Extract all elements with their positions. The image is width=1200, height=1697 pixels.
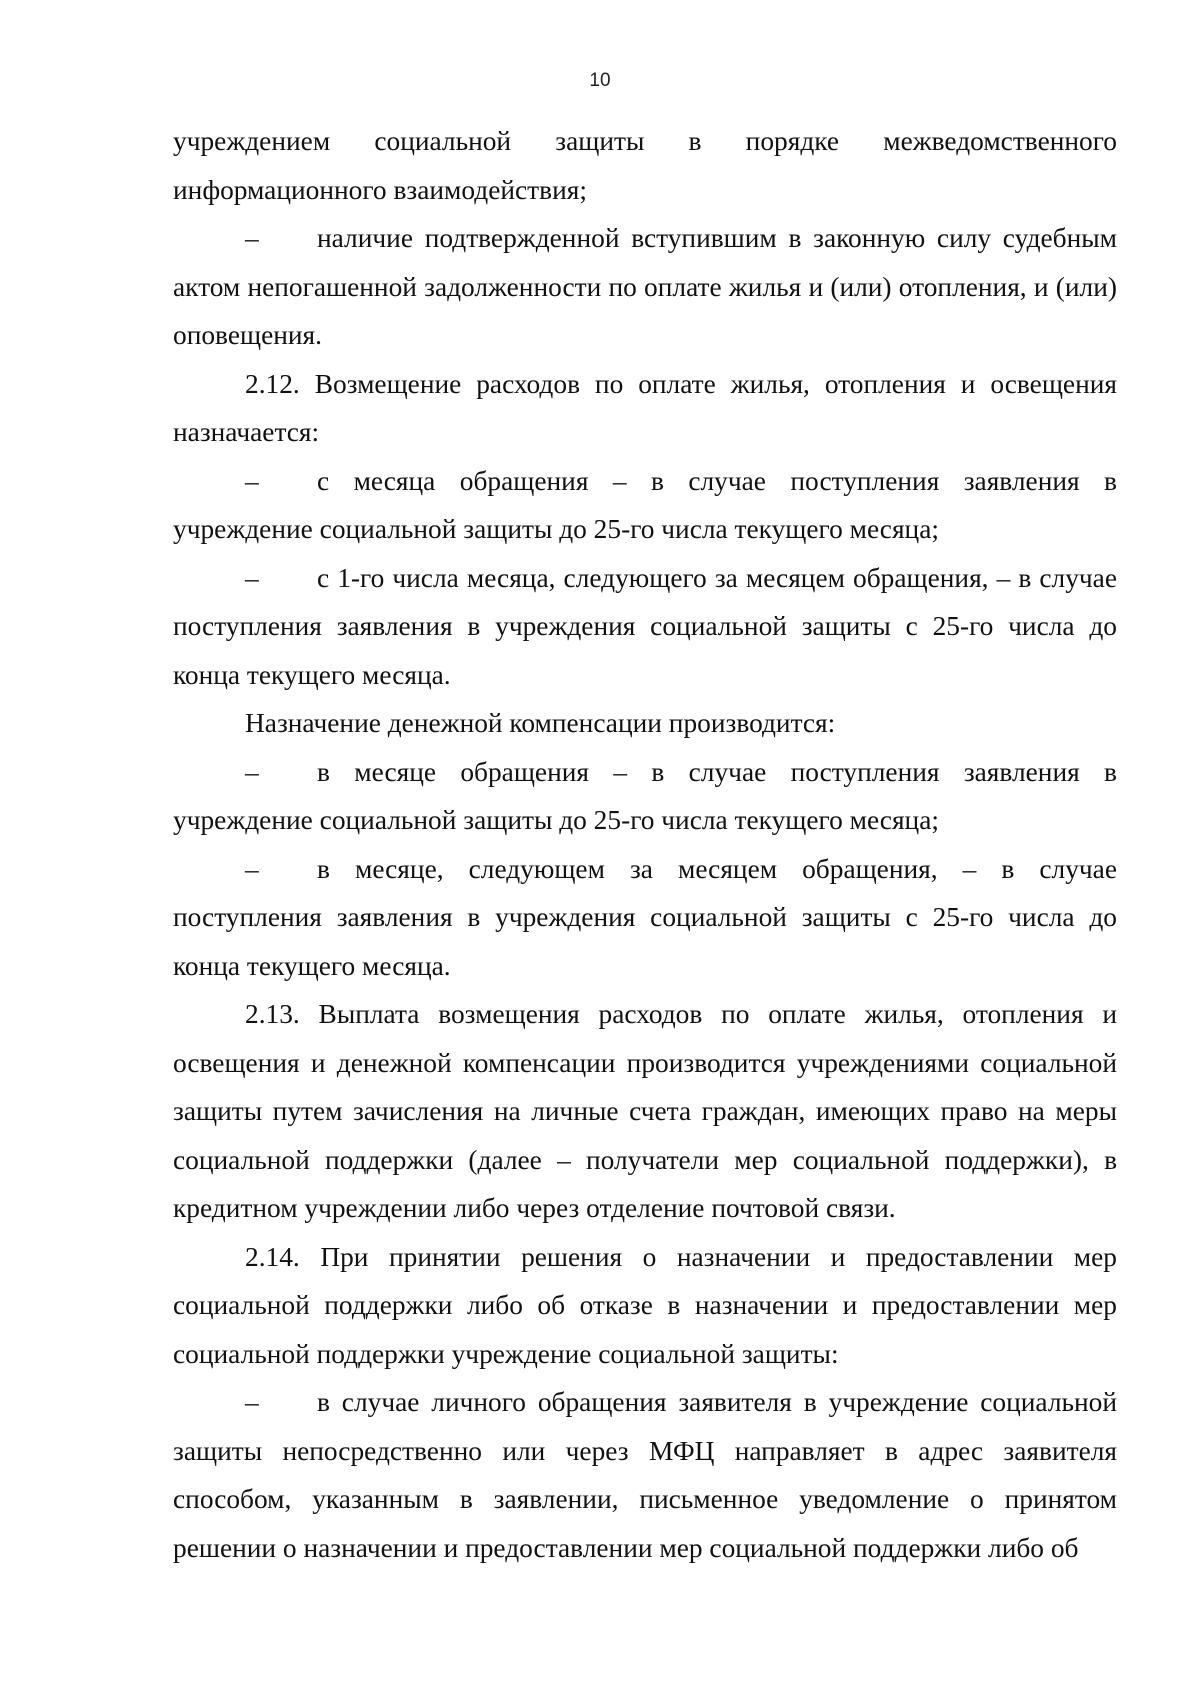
list-item-month-of-request <box>173 457 1117 554</box>
document-body <box>173 117 1117 1572</box>
list-item-text: в месяце обращения – в случае поступления заявления в учреждение социальной защиты до 25-го числа текущего месяца; <box>173 756 1117 835</box>
dash-marker: – <box>245 562 259 593</box>
list-item-in-month-of-request <box>173 748 1117 845</box>
clause-2-13: 2.13. Выплата возмещения расходов по оплате жилья, отопления и освещения и денежной компенсации производится учреждениями социальной защиты путем зачисления на личные счета граждан, имеющих право на меры социальной поддержки (далее – получатели мер социальной поддержки), в кредитном учреждении либо через отделение почтовой связи. <box>173 999 1117 1223</box>
list-item-text: в месяце, следующем за месяцем обращения, – в случае поступления заявления в учреждения социальной защиты с 25-го числа до конца текущего месяца. <box>173 853 1117 981</box>
clause-2-12: 2.12. Возмещение расходов по оплате жилья, отопления и освещения назначается: <box>173 368 1117 447</box>
page-number: 10 <box>589 70 611 91</box>
list-item-text: с месяца обращения – в случае поступления заявления в учреждение социальной защиты до 25-го числа текущего месяца; <box>173 465 1117 544</box>
paragraph-compensation-assignment: Назначение денежной компенсации производится: <box>245 708 836 738</box>
dash-marker: – <box>245 756 259 787</box>
clause-2-14: 2.14. При принятии решения о назначении и предоставлении мер социальной поддержки либо об отказе в назначении и предоставлении мер социальной поддержки учреждение социальной защиты: <box>173 1241 1117 1369</box>
list-item-next-month-first-day <box>173 554 1117 700</box>
dash-marker: – <box>245 223 259 253</box>
dash-marker: – <box>245 853 259 884</box>
list-item-personal-request <box>173 1378 1117 1572</box>
list-item-text: в случае личного обращения заявителя в учреждение социальной защиты непосредственно или через МФЦ направляет в адрес заявителя способом, указанным в заявлении, письменное уведомление о принятом решении о назначении и предоставлении мер социальной поддержки либо об <box>173 1387 1117 1563</box>
list-item-in-following-month <box>173 845 1117 991</box>
paragraph-continuation: учреждением социальной защиты в порядке межведомственного информационного взаимодействия; <box>173 126 1117 205</box>
dash-marker: – <box>245 465 259 496</box>
list-item-text: наличие подтвержденной вступившим в законную силу судебным актом непогашенной задолженности по оплате жилья и (или) отопления, и (или) оповещения. <box>173 223 1117 350</box>
dash-marker: – <box>245 1387 259 1417</box>
list-item-debt <box>173 214 1117 360</box>
list-item-text: с 1-го числа месяца, следующего за месяцем обращения, – в случае поступления заявления в учреждения социальной защиты с 25-го числа до конца текущего месяца. <box>173 562 1117 690</box>
